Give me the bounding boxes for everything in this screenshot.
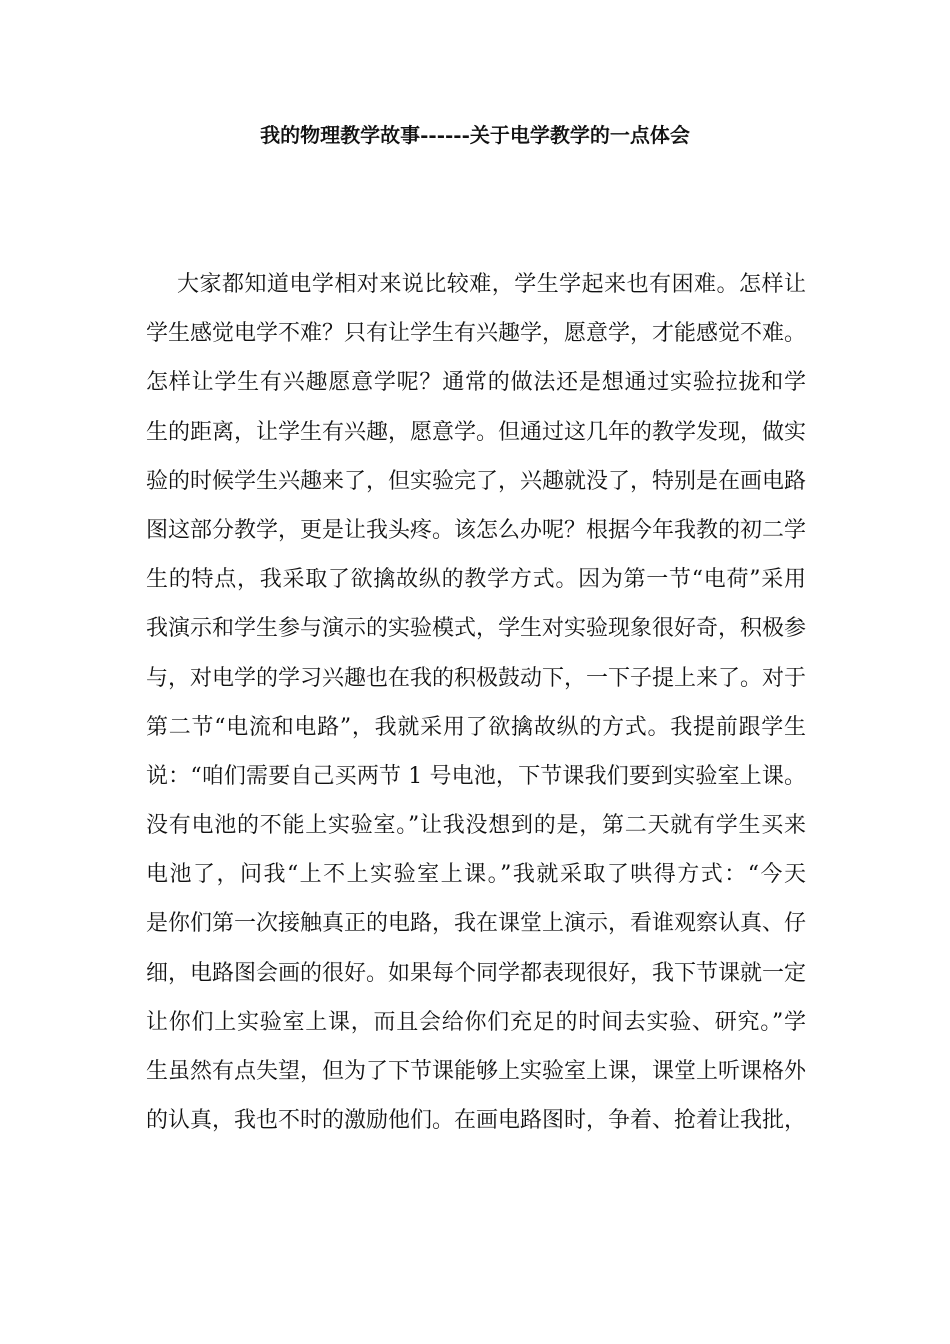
paragraph-line: 是你们第一次接触真正的电路，我在课堂上演示，看谁观察认真、仔 <box>146 911 807 937</box>
paragraph-line: 生的特点，我采取了欲擒故纵的教学方式。因为第一节“电荷”采用 <box>146 567 806 593</box>
paragraph-line: 大家都知道电学相对来说比较难，学生学起来也有困难。怎样让 <box>177 272 806 297</box>
paragraph-line: 生虽然有点失望，但为了下节课能够上实验室上课，课堂上听课格外 <box>146 1059 807 1084</box>
paragraph-line: 的认真，我也不时的激励他们。在画电路图时，争着、抢着让我批， <box>146 1108 807 1134</box>
paragraph-line: 怎样让学生有兴趣愿意学呢？通常的做法还是想通过实验拉拢和学 <box>146 370 806 396</box>
body-paragraph <box>146 270 806 1155</box>
paragraph-line: 验的时候学生兴趣来了，但实验完了，兴趣就没了，特别是在画电路 <box>146 468 807 494</box>
paragraph-line: 电池了，问我“上不上实验室上课。”我就采取了哄得方式：“今天 <box>146 862 806 888</box>
paragraph-line: 没有电池的不能上实验室。”让我没想到的是，第二天就有学生买来 <box>146 813 806 839</box>
paragraph-line: 图这部分教学，更是让我头疼。该怎么办呢？根据今年我教的初二学 <box>146 517 807 543</box>
paragraph-line: 细，电路图会画的很好。如果每个同学都表现很好，我下节课就一定 <box>146 960 807 986</box>
paragraph-line: 生的距离，让学生有兴趣，愿意学。但通过这几年的教学发现，做实 <box>146 419 807 445</box>
paragraph-line: 我演示和学生参与演示的实验模式，学生对实验现象很好奇，积极参 <box>146 616 807 642</box>
paragraph-line: 让你们上实验室上课，而且会给你们充足的时间去实验、研究。”学 <box>146 1009 806 1035</box>
document-title: 我的物理教学故事------关于电学教学的一点体会 <box>260 123 690 147</box>
paragraph-line: 与，对电学的学习兴趣也在我的积极鼓动下，一下子提上来了。对于 <box>146 665 807 691</box>
paragraph-line: 第二节“电流和电路”，我就采用了欲擒故纵的方式。我提前跟学生 <box>146 714 806 740</box>
paragraph-line: 学生感觉电学不难？只有让学生有兴趣学，愿意学，才能感觉不难。 <box>146 321 807 347</box>
paragraph-line: 说：“咱们需要自己买两节 1 号电池，下节课我们要到实验室上课。 <box>146 763 806 789</box>
